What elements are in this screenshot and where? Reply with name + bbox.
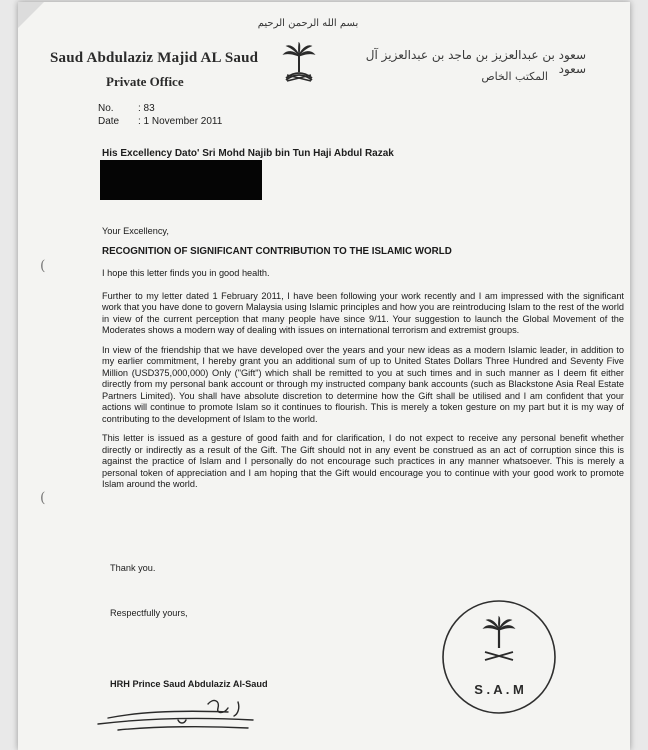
sender-office-arabic: المكتب الخاص (481, 70, 548, 83)
reference-number-label: No. (98, 103, 114, 114)
closing-line: Thank you. (110, 563, 156, 573)
date-value: : 1 November 2011 (138, 116, 223, 127)
letter-body (102, 226, 624, 499)
salutation: Your Excellency, (102, 226, 169, 236)
letter-subject: RECOGNITION OF SIGNIFICANT CONTRIBUTION TO THE ISLAMIC WORLD (102, 245, 452, 257)
sender-name: Saud Abdulaziz Majid AL Saud (50, 50, 259, 66)
seal-emblem-icon (440, 598, 558, 716)
margin-mark: ( (40, 258, 46, 274)
body-paragraph: In view of the friendship that we have developed over the years and your new ideas as a modern Islamic leader, in addition to my earlier commitment, I hereby grant you an additional sum of up to United States Dollars Three Hundred and Seventy Five Million (USD375,000,000) Only ("Gift") which shall be remitted to you at such times and in such manner as I deem fit either directly from my personal bank account or through my instructed company bank accounts (such as Blackstone Asia Real Estate Partners Limited). You shall have absolute discretion to determine how the Gift shall be utilised and I am confident that your actions will continue to promote Islam so it continues to flourish. This is merely a token gesture on my part but it is my way of contributing to the development of Islam to the world. (102, 344, 624, 424)
seal-stamp (440, 598, 558, 716)
handwritten-signature (78, 690, 278, 740)
palm-emblem-icon (281, 42, 317, 84)
addressee: His Excellency Dato' Sri Mohd Najib bin Tun Haji Abdul Razak (102, 148, 394, 159)
letter-page (18, 2, 630, 750)
body-paragraph: Further to my letter dated 1 February 2011, I have been following your work recently and I am impressed with the significant work that you have done to govern Malaysia using Islamic principles and how you are reintroducing Islam to the rest of the world in view of the current perception that many people have since 9/11. Your suggestion to launch the Global Movement of the Moderates shows a modern way of dealing with issues on international terrorism and extremist groups. (102, 290, 624, 335)
sender-name-arabic: سعود بن عبدالعزيز بن ماجد بن عبدالعزيز آل سعود (365, 48, 586, 76)
redaction-block (100, 160, 262, 200)
body-paragraph: This letter is issued as a gesture of good faith and for clarification, I do not expect to receive any personal benefit whether directly or indirectly as a result of the Gift. The Gift should not in any event be construed as an act of corruption since this is against the practice of Islam and I personally do not encourage such practices in any manner whatsoever. This is merely a personal token of appreciation and I am hoping that the Gift would encourage you to continue with your good work to promote Islam around the world. (102, 433, 624, 489)
seal-text: S . A . M (474, 682, 524, 697)
reference-block (98, 102, 222, 128)
reference-number-value: : 83 (138, 103, 155, 114)
date-label: Date (98, 116, 120, 127)
date-row (98, 115, 222, 128)
sender-office: Private Office (106, 74, 184, 89)
basmala-header: بسم الله الرحمن الرحيم (257, 18, 359, 29)
page-corner-fold (18, 2, 44, 28)
regards-line: Respectfully yours, (110, 608, 188, 618)
greeting-paragraph: I hope this letter finds you in good health. (102, 268, 270, 278)
reference-number-row (98, 102, 222, 115)
margin-mark: ( (40, 490, 46, 506)
signer-name: HRH Prince Saud Abdulaziz Al-Saud (110, 679, 268, 689)
